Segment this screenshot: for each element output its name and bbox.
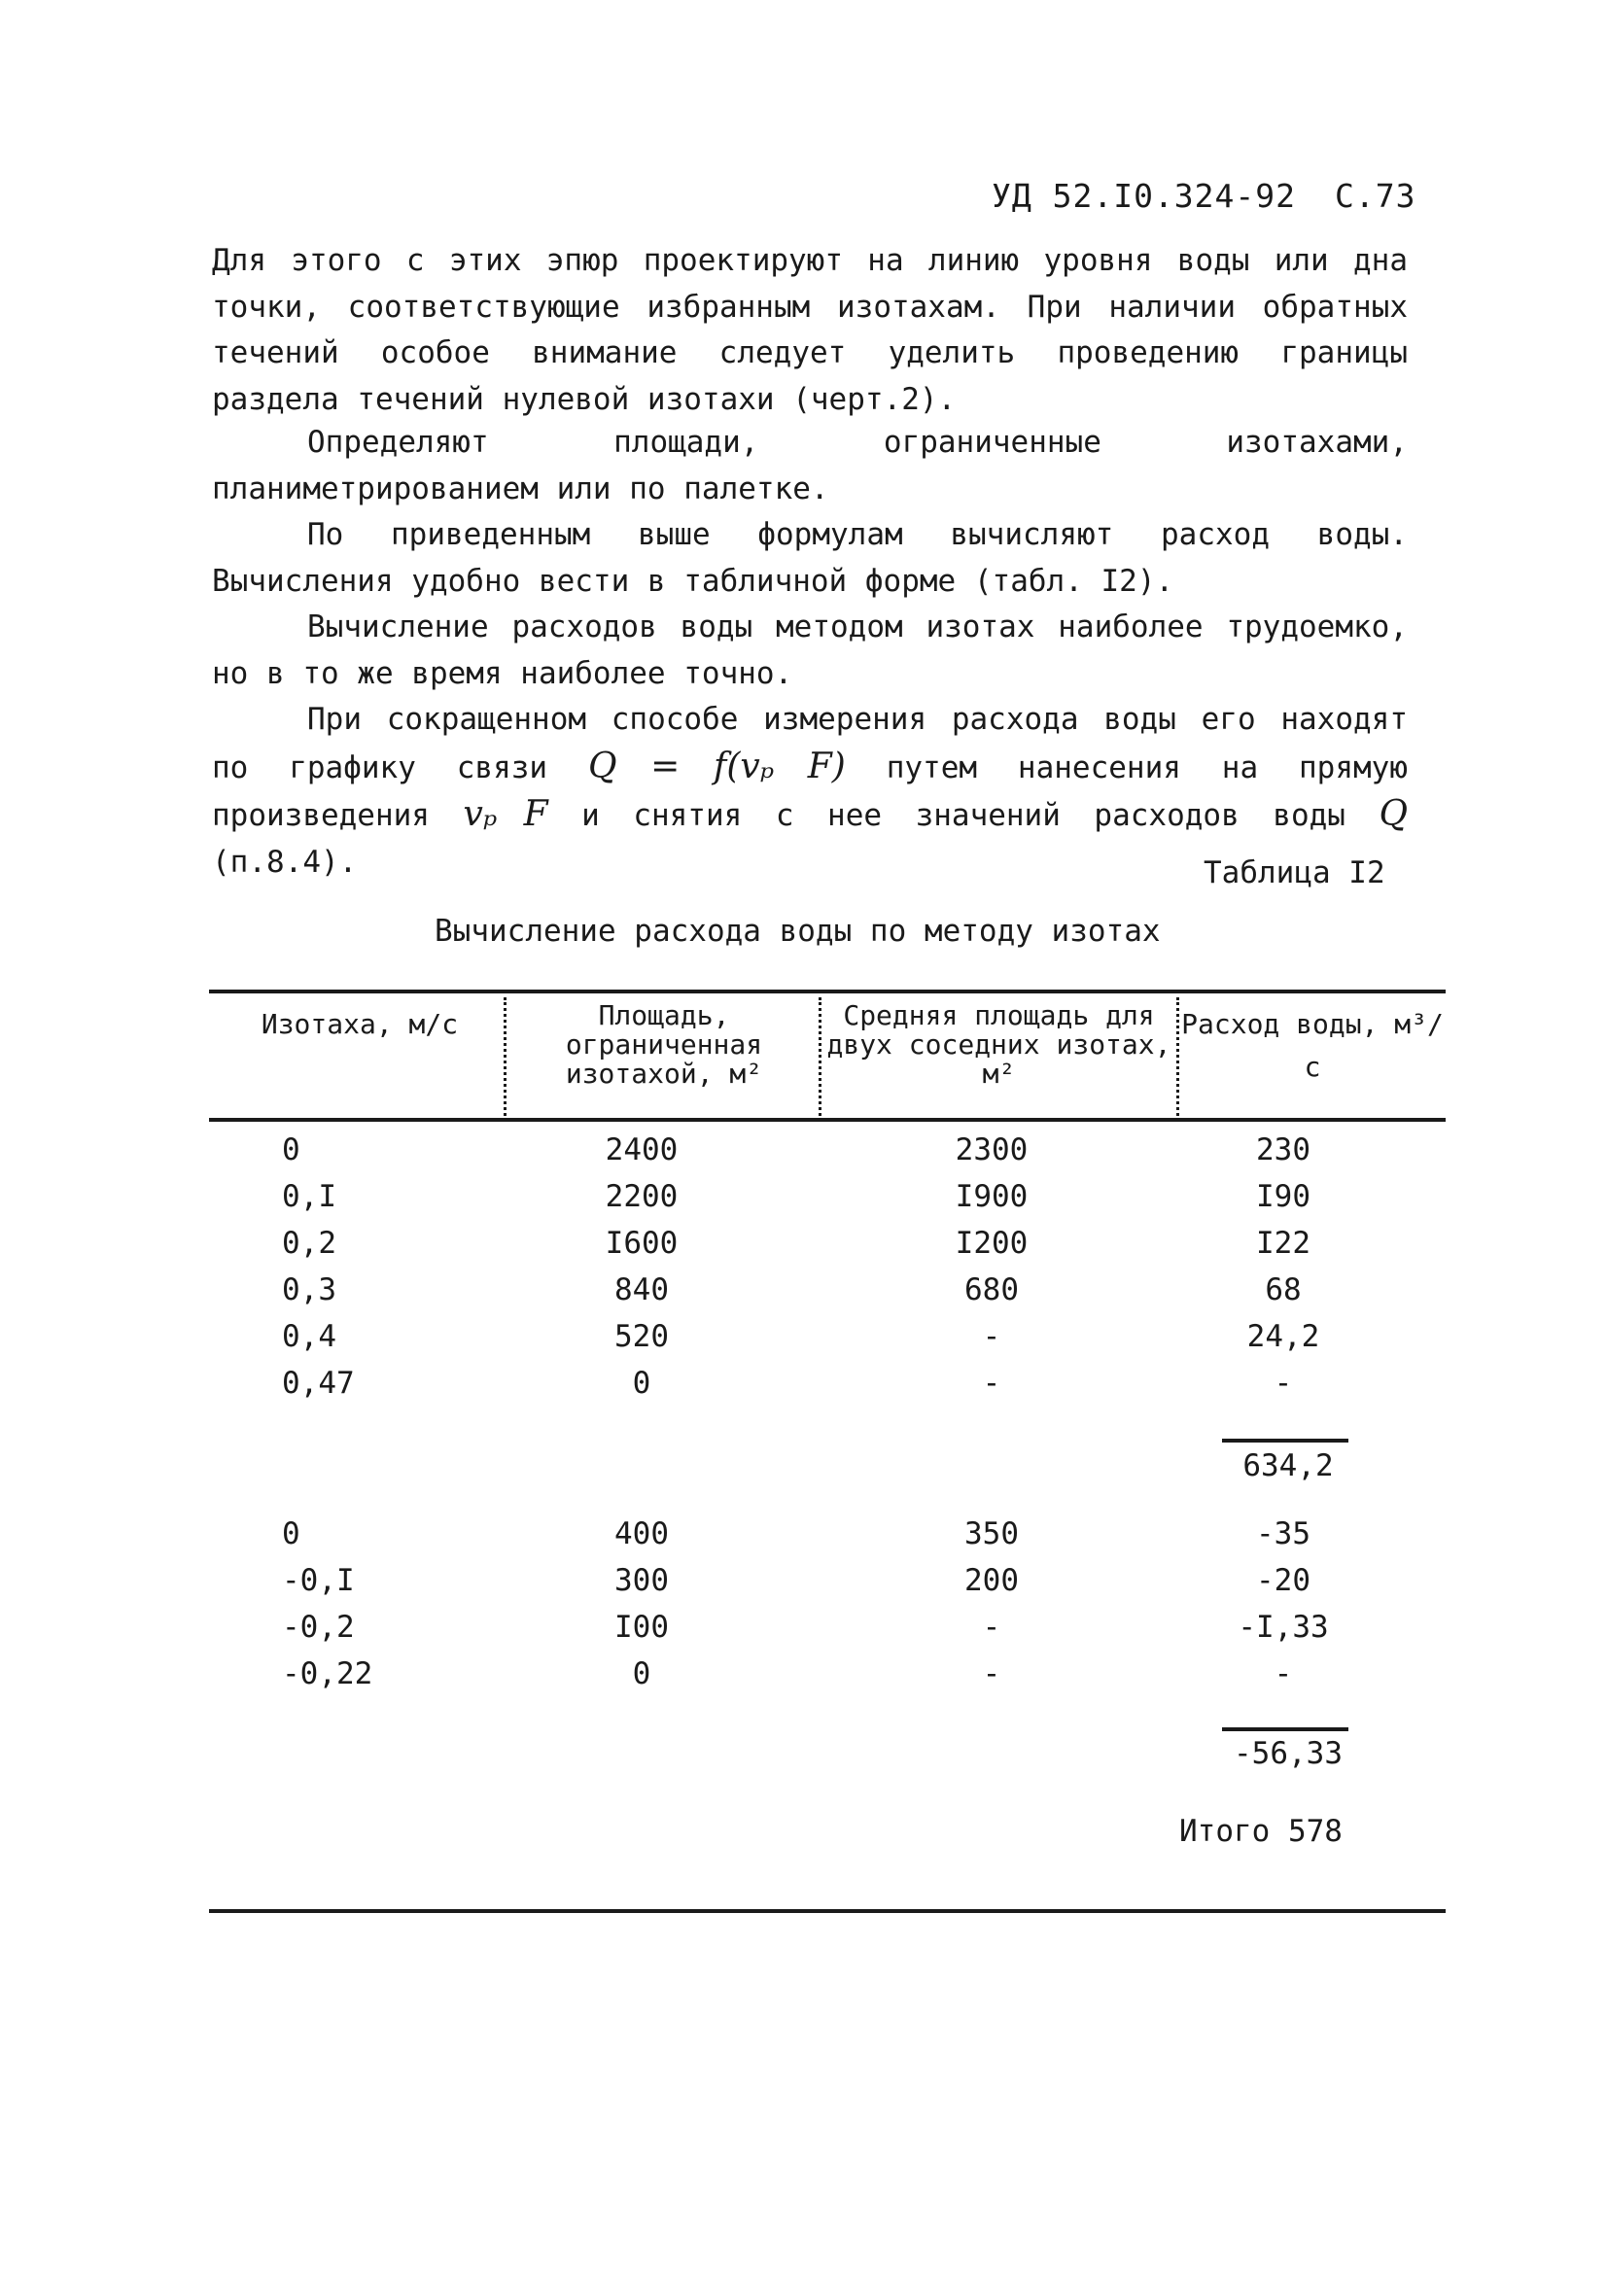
cell-mean-area: - — [982, 1656, 1001, 1691]
cell-isotach: 0,I — [282, 1179, 336, 1214]
cell-area: 0 — [632, 1656, 651, 1691]
cell-isotach: -0,I — [282, 1563, 355, 1598]
cell-isotach: 0,2 — [282, 1226, 336, 1261]
table-title: Вычисление расхода воды по методу изотах — [435, 914, 1161, 949]
table-row — [0, 1610, 1607, 1656]
cell-area: 2200 — [605, 1179, 679, 1214]
formula-vf: vₚ F — [463, 794, 548, 834]
page-number: С.73 — [1335, 177, 1416, 215]
column-separator — [504, 997, 507, 1116]
subtotal-rule — [1222, 1727, 1348, 1731]
table-top-rule — [209, 990, 1446, 993]
cell-area: 840 — [614, 1272, 669, 1307]
cell-mean-area: 680 — [964, 1272, 1019, 1307]
cell-isotach: -0,2 — [282, 1610, 355, 1645]
cell-discharge: I90 — [1256, 1179, 1310, 1214]
paragraph-5-text-a: При сокращенном способе измерения расхода воды его находят по графику связи — [212, 702, 1408, 785]
paragraph-4: Вычисление расходов воды методом изотах наиболее трудоемко, но в то же время наиболее точно. — [212, 609, 1408, 691]
header-area: Площадь, ограниченная изотахой, м² — [565, 999, 763, 1090]
cell-isotach: -0,22 — [282, 1656, 373, 1691]
table-row — [0, 1563, 1607, 1610]
formula-q-f: Q = f(vₚ F) — [587, 746, 846, 786]
table-row — [0, 1656, 1607, 1703]
subtotal-negative: -56,33 — [1234, 1736, 1343, 1771]
cell-area: I00 — [614, 1610, 669, 1645]
cell-mean-area: 200 — [964, 1563, 1019, 1598]
cell-discharge: -I,33 — [1238, 1610, 1329, 1645]
cell-mean-area: - — [982, 1319, 1001, 1354]
total: Итого 578 — [1179, 1814, 1343, 1849]
cell-discharge: -20 — [1256, 1563, 1310, 1598]
doc-code: УД 52.I0.324-92 — [992, 177, 1297, 215]
subtotal-positive: 634,2 — [1242, 1448, 1334, 1483]
column-separator — [819, 997, 821, 1116]
paragraph-5-text-c: и снятия с нее значений расходов воды — [581, 798, 1345, 833]
cell-discharge: 230 — [1256, 1132, 1310, 1167]
cell-discharge: - — [1274, 1366, 1293, 1401]
cell-discharge: I22 — [1256, 1226, 1310, 1261]
cell-isotach: 0,3 — [282, 1272, 336, 1307]
cell-isotach: 0,4 — [282, 1319, 336, 1354]
cell-area: 520 — [614, 1319, 669, 1354]
cell-discharge: 24,2 — [1246, 1319, 1320, 1354]
cell-mean-area: 350 — [964, 1516, 1019, 1551]
cell-mean-area: I200 — [955, 1226, 1029, 1261]
cell-discharge: 68 — [1265, 1272, 1302, 1307]
table-row — [0, 1516, 1607, 1563]
table-row — [0, 1272, 1607, 1319]
cell-mean-area: I900 — [955, 1179, 1029, 1214]
paragraph-5-text-d: (п.8.4). — [212, 844, 358, 880]
column-separator — [1176, 997, 1179, 1116]
cell-mean-area: - — [982, 1366, 1001, 1401]
page-bottom-rule — [209, 1909, 1446, 1913]
cell-isotach: 0 — [282, 1516, 300, 1551]
cell-area: 0 — [632, 1366, 651, 1401]
subtotal-rule — [1222, 1439, 1348, 1443]
cell-area: 2400 — [605, 1132, 679, 1167]
document-header — [992, 177, 1416, 215]
table-row — [0, 1319, 1607, 1366]
paragraph-2: Определяют площади, ограниченные изотахами, планиметрированием или по палетке. — [212, 425, 1408, 506]
header-isotach: Изотаха, м/с — [261, 1008, 459, 1040]
table-row — [0, 1366, 1607, 1412]
cell-mean-area: - — [982, 1610, 1001, 1645]
cell-mean-area: 2300 — [955, 1132, 1029, 1167]
table-row — [0, 1179, 1607, 1226]
formula-q: Q — [1379, 794, 1408, 834]
cell-isotach: 0 — [282, 1132, 300, 1167]
table-row — [0, 1226, 1607, 1272]
table-header-rule — [209, 1118, 1446, 1122]
cell-isotach: 0,47 — [282, 1366, 355, 1401]
cell-area: I600 — [605, 1226, 679, 1261]
table-label: Таблица I2 — [1204, 855, 1385, 890]
cell-discharge: - — [1274, 1656, 1293, 1691]
cell-area: 300 — [614, 1563, 669, 1598]
header-mean-area: Средняя площадь для двух соседних изотах, м² — [826, 999, 1171, 1090]
cell-discharge: -35 — [1256, 1516, 1310, 1551]
cell-area: 400 — [614, 1516, 669, 1551]
header-discharge: Расход воды, м³/с — [1181, 1008, 1444, 1083]
paragraph-3: По приведенным выше формулам вычисляют расход воды. Вычисления удобно вести в табличной форме (табл. I2). — [212, 517, 1408, 599]
paragraph-5-text-b: путем нанесения на прямую произведения — [212, 749, 1408, 833]
paragraph-1: Для этого с этих эпюр проектируют на линию уровня воды или дна точки, соответствующие избранным изотахам. При наличии обратных течений особое внимание следует уделить проведению границы раздела течений нулевой изотахи (черт.2). — [212, 243, 1408, 417]
table-row — [0, 1132, 1607, 1179]
